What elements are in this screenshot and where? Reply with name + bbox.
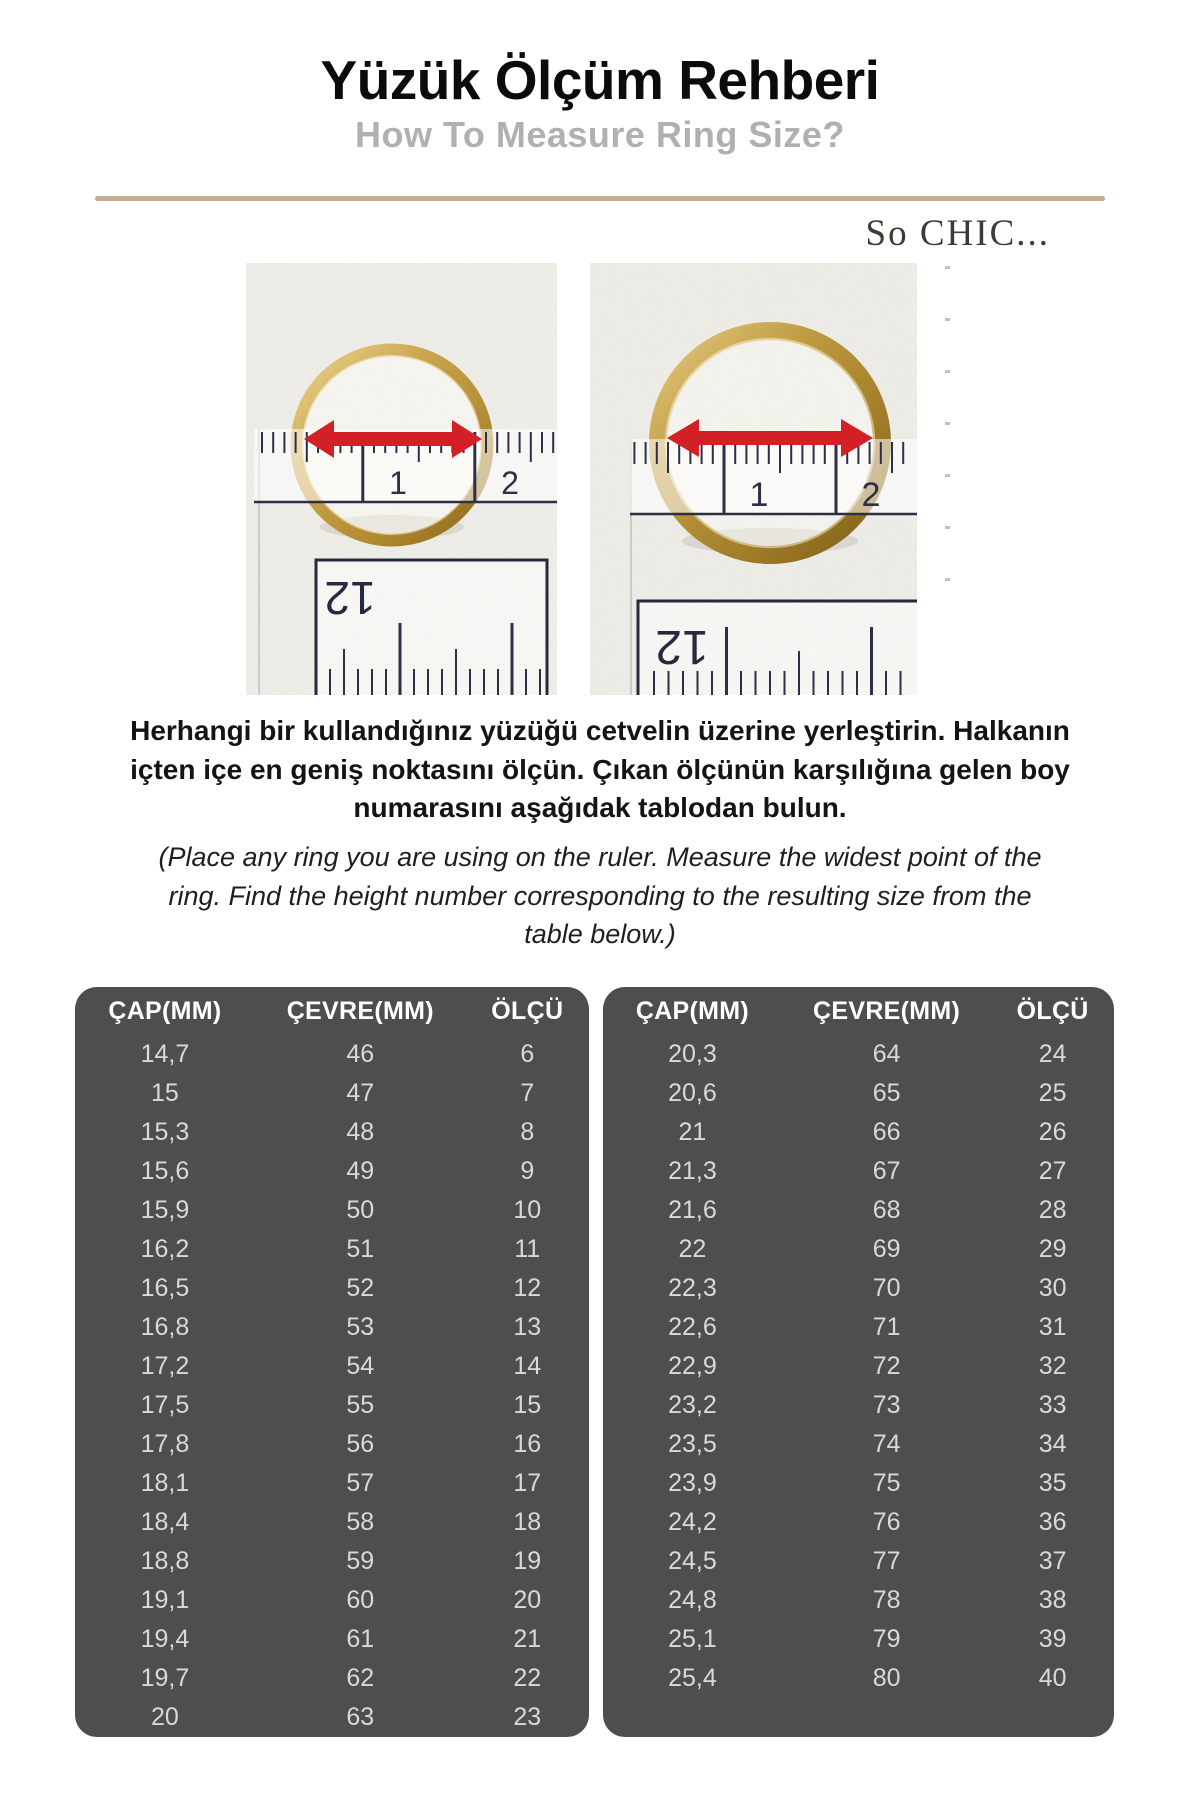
cell-olcu: 38 xyxy=(1038,1586,1067,1614)
page-subtitle: How To Measure Ring Size? xyxy=(355,114,845,155)
cell-cap: 20,3 xyxy=(668,1040,717,1068)
table-row xyxy=(603,1074,1114,1113)
cell-cevre: 53 xyxy=(346,1313,375,1341)
photo-ring-measure-left xyxy=(246,263,557,695)
ruler-number-1: 1 xyxy=(749,476,769,514)
cell-cevre: 68 xyxy=(872,1196,901,1224)
ring-photo-right-svg xyxy=(590,263,917,695)
table-row xyxy=(603,1386,1114,1425)
cell-cevre: 73 xyxy=(872,1391,901,1419)
cell-cap: 21,3 xyxy=(668,1157,717,1185)
cell-cevre: 56 xyxy=(346,1430,375,1458)
size-table-left xyxy=(75,987,589,1737)
cell-cap: 18,8 xyxy=(140,1547,190,1575)
cell-olcu: 20 xyxy=(513,1586,542,1614)
cell-cap: 15 xyxy=(151,1079,179,1107)
cell-cevre: 72 xyxy=(872,1352,901,1380)
cell-cevre: 67 xyxy=(872,1157,901,1185)
cell-cap: 23,2 xyxy=(668,1391,717,1419)
cell-cap: 21,6 xyxy=(668,1196,717,1224)
cell-olcu: 12 xyxy=(513,1274,542,1302)
cell-cap: 22,9 xyxy=(668,1352,717,1380)
cell-cap: 22,6 xyxy=(668,1313,717,1341)
photo-ring-measure-right xyxy=(590,263,917,695)
cell-cevre: 47 xyxy=(346,1079,375,1107)
cell-olcu: 27 xyxy=(1038,1157,1067,1185)
table-row xyxy=(75,1074,589,1113)
cell-cevre: 71 xyxy=(872,1313,901,1341)
table-row xyxy=(75,1503,589,1542)
ruler-number-2: 2 xyxy=(861,476,881,514)
cell-cevre: 57 xyxy=(346,1469,375,1497)
instructions-turkish xyxy=(0,712,1200,828)
table-row xyxy=(603,1464,1114,1503)
table-row xyxy=(75,1620,589,1659)
cell-olcu: 10 xyxy=(513,1196,542,1224)
cell-cap: 16,8 xyxy=(140,1313,190,1341)
size-table-right xyxy=(603,987,1114,1737)
table-row xyxy=(75,1269,589,1308)
cell-olcu: 23 xyxy=(513,1703,542,1731)
instruction-line: numarasını aşağıdak tablodan bulun. xyxy=(353,792,847,823)
cell-cap: 23,9 xyxy=(668,1469,717,1497)
cell-olcu: 18 xyxy=(513,1508,542,1536)
instruction-line: (Place any ring you are using on the ruler. Measure the widest point of the xyxy=(158,842,1042,872)
cell-olcu: 33 xyxy=(1038,1391,1067,1419)
cell-olcu: 24 xyxy=(1038,1040,1067,1068)
cell-olcu: 28 xyxy=(1038,1196,1067,1224)
cell-olcu: 31 xyxy=(1038,1313,1067,1341)
table-row xyxy=(75,1464,589,1503)
table-header-row xyxy=(75,987,589,1035)
cell-olcu: 34 xyxy=(1038,1430,1067,1458)
table-row xyxy=(603,1035,1114,1074)
cell-cevre: 52 xyxy=(346,1274,375,1302)
cell-cevre: 65 xyxy=(872,1079,901,1107)
ring-photo-left-svg xyxy=(246,263,557,695)
cell-olcu: 19 xyxy=(513,1547,542,1575)
cell-cevre: 75 xyxy=(872,1469,901,1497)
cell-cap: 14,7 xyxy=(140,1040,190,1068)
table-row xyxy=(75,1191,589,1230)
cell-olcu: 21 xyxy=(513,1625,542,1653)
cell-cap: 19,4 xyxy=(140,1625,190,1653)
cell-cevre: 80 xyxy=(872,1664,901,1692)
cell-olcu: 40 xyxy=(1038,1664,1067,1692)
cell-olcu: 14 xyxy=(513,1352,542,1380)
cell-cap: 17,2 xyxy=(140,1352,190,1380)
cell-cevre: 76 xyxy=(872,1508,901,1536)
cell-olcu: 36 xyxy=(1038,1508,1067,1536)
cell-cevre: 61 xyxy=(346,1625,375,1653)
cell-olcu: 29 xyxy=(1038,1235,1067,1263)
table-row xyxy=(603,1659,1114,1698)
cell-olcu: 8 xyxy=(520,1118,535,1146)
table-row xyxy=(603,1542,1114,1581)
cell-cap: 17,5 xyxy=(140,1391,190,1419)
col-header-cevre: ÇEVRE(MM) xyxy=(286,996,434,1025)
ruler-number-1: 1 xyxy=(389,465,407,501)
table-row xyxy=(603,1620,1114,1659)
cell-cevre: 66 xyxy=(872,1118,901,1146)
table-row xyxy=(603,1425,1114,1464)
table-row xyxy=(603,1191,1114,1230)
table-row xyxy=(75,1035,589,1074)
instruction-line: table below.) xyxy=(524,919,676,949)
table-body xyxy=(603,1035,1114,1698)
col-header-olcu: ÖLÇÜ xyxy=(491,996,564,1025)
table-row xyxy=(75,1542,589,1581)
instructions-english xyxy=(0,838,1200,954)
cell-olcu: 25 xyxy=(1038,1079,1067,1107)
cell-olcu: 11 xyxy=(514,1235,541,1263)
cell-cap: 21 xyxy=(678,1118,707,1146)
dotted-separator xyxy=(945,266,950,584)
cell-olcu: 17 xyxy=(513,1469,542,1497)
table-row xyxy=(603,1152,1114,1191)
col-header-cap: ÇAP(MM) xyxy=(108,996,222,1025)
cell-cevre: 54 xyxy=(346,1352,375,1380)
cell-olcu: 7 xyxy=(520,1079,535,1107)
cell-cap: 19,1 xyxy=(140,1586,190,1614)
cell-cap: 24,5 xyxy=(668,1547,717,1575)
page-title: Yüzük Ölçüm Rehberi xyxy=(320,49,880,111)
instruction-line: ring. Find the height number corresponding to the resulting size from the xyxy=(168,880,1032,911)
cell-olcu: 39 xyxy=(1038,1625,1067,1653)
col-header-cevre: ÇEVRE(MM) xyxy=(813,996,961,1025)
cell-cevre: 74 xyxy=(872,1430,901,1458)
cell-cap: 22,3 xyxy=(668,1274,717,1302)
cell-cap: 15,6 xyxy=(140,1157,190,1185)
cell-cevre: 59 xyxy=(346,1547,375,1575)
cell-cevre: 48 xyxy=(346,1118,375,1146)
cell-cap: 23,5 xyxy=(668,1430,717,1458)
cell-cevre: 69 xyxy=(872,1235,901,1263)
table-row xyxy=(75,1659,589,1698)
table-row xyxy=(603,1503,1114,1542)
cell-cap: 15,9 xyxy=(140,1196,190,1224)
table-row xyxy=(75,1386,589,1425)
cell-olcu: 6 xyxy=(520,1040,535,1068)
ruler-number-12-flipped: 12 xyxy=(655,620,709,673)
cell-cevre: 64 xyxy=(872,1040,901,1068)
cell-cap: 18,1 xyxy=(140,1469,190,1497)
table-row xyxy=(75,1230,589,1269)
brand-logo: So CHIC... xyxy=(865,213,1050,254)
cell-olcu: 32 xyxy=(1038,1352,1067,1380)
instruction-line: Herhangi bir kullandığınız yüzüğü cetvelin üzerine yerleştirin. Halkanın xyxy=(130,715,1070,746)
cell-cap: 18,4 xyxy=(140,1508,190,1536)
cell-cap: 19,7 xyxy=(140,1664,190,1692)
cell-cevre: 58 xyxy=(346,1508,375,1536)
table-row xyxy=(75,1152,589,1191)
cell-olcu: 30 xyxy=(1038,1274,1067,1302)
cell-cap: 20 xyxy=(151,1703,179,1731)
ruler-number-2: 2 xyxy=(501,465,519,501)
cell-olcu: 37 xyxy=(1038,1547,1067,1575)
cell-cevre: 50 xyxy=(346,1196,375,1224)
table-row xyxy=(75,1698,589,1737)
cell-cap: 24,8 xyxy=(668,1586,717,1614)
table-row xyxy=(603,1308,1114,1347)
cell-cevre: 63 xyxy=(346,1703,375,1731)
cell-cap: 25,4 xyxy=(668,1664,717,1692)
cell-cevre: 79 xyxy=(872,1625,901,1653)
ruler-number-12-flipped: 12 xyxy=(324,572,376,624)
cell-olcu: 16 xyxy=(513,1430,542,1458)
cell-olcu: 35 xyxy=(1038,1469,1067,1497)
cell-olcu: 15 xyxy=(513,1391,542,1419)
cell-olcu: 26 xyxy=(1038,1118,1067,1146)
table-row xyxy=(603,1347,1114,1386)
table-row xyxy=(75,1425,589,1464)
table-body xyxy=(75,1035,589,1737)
table-row xyxy=(603,1113,1114,1152)
cell-cevre: 46 xyxy=(346,1040,375,1068)
col-header-olcu: ÖLÇÜ xyxy=(1016,996,1089,1025)
table-header-row xyxy=(603,987,1114,1035)
cell-cevre: 60 xyxy=(346,1586,375,1614)
cell-cap: 16,2 xyxy=(140,1235,190,1263)
table-row xyxy=(603,1230,1114,1269)
cell-cevre: 55 xyxy=(346,1391,375,1419)
cell-olcu: 22 xyxy=(513,1664,542,1692)
table-row xyxy=(75,1347,589,1386)
cell-cevre: 70 xyxy=(872,1274,901,1302)
cell-cap: 15,3 xyxy=(140,1118,190,1146)
cell-cap: 22 xyxy=(678,1235,707,1263)
cell-cap: 20,6 xyxy=(668,1079,717,1107)
table-row xyxy=(603,1269,1114,1308)
table-row xyxy=(75,1308,589,1347)
table-row xyxy=(75,1581,589,1620)
table-row xyxy=(75,1113,589,1152)
col-header-cap: ÇAP(MM) xyxy=(635,996,750,1025)
instruction-line: içten içe en geniş noktasını ölçün. Çıkan ölçünün karşılığına gelen boy xyxy=(130,753,1070,785)
cell-cap: 24,2 xyxy=(668,1508,717,1536)
divider-line xyxy=(95,196,1105,201)
table-row xyxy=(603,1581,1114,1620)
cell-olcu: 9 xyxy=(520,1157,535,1185)
cell-cap: 25,1 xyxy=(668,1625,717,1653)
cell-cevre: 49 xyxy=(346,1157,375,1185)
cell-olcu: 13 xyxy=(513,1313,542,1341)
cell-cap: 17,8 xyxy=(140,1430,190,1458)
cell-cevre: 78 xyxy=(872,1586,901,1614)
cell-cevre: 77 xyxy=(872,1547,901,1575)
cell-cap: 16,5 xyxy=(140,1274,190,1302)
cell-cevre: 51 xyxy=(346,1235,375,1263)
cell-cevre: 62 xyxy=(346,1664,375,1692)
